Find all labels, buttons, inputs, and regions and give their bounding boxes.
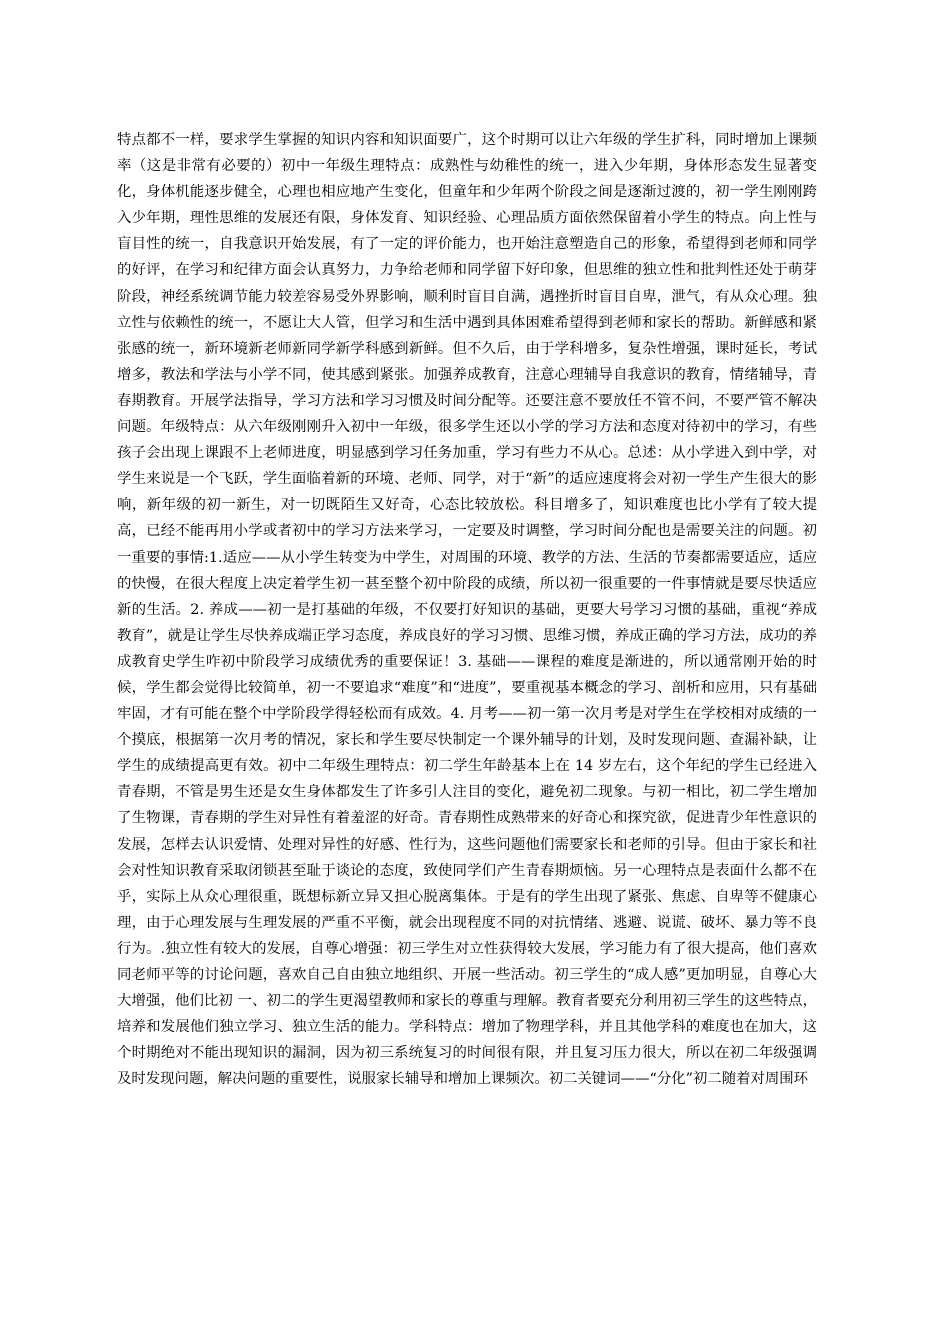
body-paragraph: 特点都不一样，要求学生掌握的知识内容和知识面要广，这个时期可以让六年级的学生扩科，同时增加上课频率（这是非常有必要的）初中一年级生理特点：成熟性与幼稚性的统一，进入少年期，身体形态发生显著变化，身体机能逐步健全，心理也相应地产生变化，但童年和少年两个阶段之间是逐渐过渡的，初一学生刚刚跨入少年期，理性思维的发展还有限，身体发育、知识经验、心理品质方面依然保留着小学生的特点。向上性与盲目性的统一，自我意识开始发展，有了一定的评价能力，也开始注意塑造自己的形象，希望得到老师和同学的好评，在学习和纪律方面会认真努力，力争给老师和同学留下好印象，但思维的独立性和批判性还处于萌芽阶段，神经系统调节能力较差容易受外界影响，顺利时盲目自满，遇挫折时盲目自卑，泄气，有从众心理。独立性与依赖性的统一，不愿让大人管，但学习和生活中遇到具体困难希望得到老师和家长的帮助。新鲜感和紧张感的统一，新环境新老师新同学新学科感到新鲜。但不久后，由于学科增多，复杂性增强，课时延长，考试增多，教法和学法与小学不同，使其感到紧张。加强养成教育，注意心理辅导自我意识的教育，情绪辅导，青春期教育。开展学法指导，学习方法和学习习惯及时间分配等。还要注意不要放任不管不问，不要严管不解决问题。年级特点：从六年级刚刚升入初中一年级，很多学生还以小学的学习方法和态度对待初中的学习，有些孩子会出现上课跟不上老师进度，明显感到学习任务加重，学习有些力不从心。总述：从小学进入到中学，对学生来说是一个飞跃，学生面临着新的环境、老师、同学，对于“新”的适应速度将会对初一学生产生很大的影响，新年级的初一新生，对一切既陌生又好奇，心态比较放松。科目增多了，知识难度也比小学有了较大提高，已经不能再用小学或者初中的学习方法来学习，一定要及时调整，学习时间分配也是需要关注的问题。初一重要的事情:1.适应——从小学生转变为中学生，对周围的环境、教学的方法、生活的节奏都需要适应，适应的快慢，在很大程度上决定着学生初一甚至整个初中阶段的成绩，所以初一很重要的一件事情就是要尽快适应新的生活。2. 养成——初一是打基础的年级，不仅要打好知识的基础，更要大号学习习惯的基础，重视“养成教育”，就是让学生尽快养成端正学习态度，养成良好的学习习惯、思维习惯，养成正确的学习方法，成功的养成教育史学生咋初中阶段学习成绩优秀的重要保证！3. 基础——课程的难度是渐进的，所以通常刚开始的时候，学生都会觉得比较简单，初一不要追求“难度”和“进度”，要重视基本概念的学习、剖析和应用，只有基础牢固，才有可能在整个中学阶段学得轻松而有成效。4. 月考——初一第一次月考是对学生在学校相对成绩的一个摸底，根据第一次月考的情况，家长和学生要尽快制定一个课外辅导的计划，及时发现问题、查漏补缺，让学生的成绩提高更有效。初中二年级生理特点：初二学生年龄基本上在 14 岁左右，这个年纪的学生已经进入青春期，不管是男生还是女生身体都发生了许多引人注目的变化，避免初二现象。与初一相比，初二学生增加了生物课，青春期的学生对异性有着羞涩的好奇。青春期性成熟带来的好奇心和探究欲，促进青少年性意识的发展，怎样去认识爱情、处理对异性的好感、性行为，这些问题他们需要家长和老师的引导。但由于家长和社会对性知识教育采取闭锁甚至耻于谈论的态度，致使同学们产生青春期烦恼。另一心理特点是表面什么都不在乎，实际上从众心理很重，既想标新立异又担心脱离集体。于是有的学生出现了紧张、焦虑、自卑等不健康心理，由于心理发展与生理发展的严重不平衡，就会出现程度不同的对抗情绪、逃避、说谎、破坏、暴力等不良行为。.独立性有较大的发展，自尊心增强：初三学生对立性获得较大发展，学习能力有了很大提高，他们喜欢同老师平等的讨论问题，喜欢自己自由独立地组织、开展一些活动。初三学生的“成人感”更加明显，自尊心大大增强，他们比初 一、初二的学生更渴望教师和家长的尊重与理解。教育者要充分利用初三学生的这些特点，培养和发展他们独立学习、独立生活的能力。学科特点：增加了物理学科，并且其他学科的难度也在加大，这个时期绝对不能出现知识的漏洞，因为初三系统复习的时间很有限，并且复习压力很大，所以在初二年级强调及时发现问题，解决问题的重要性，说服家长辅导和增加上课频次。初二关键词——“分化”初二随着对周围环 <box>117 132 817 1088</box>
